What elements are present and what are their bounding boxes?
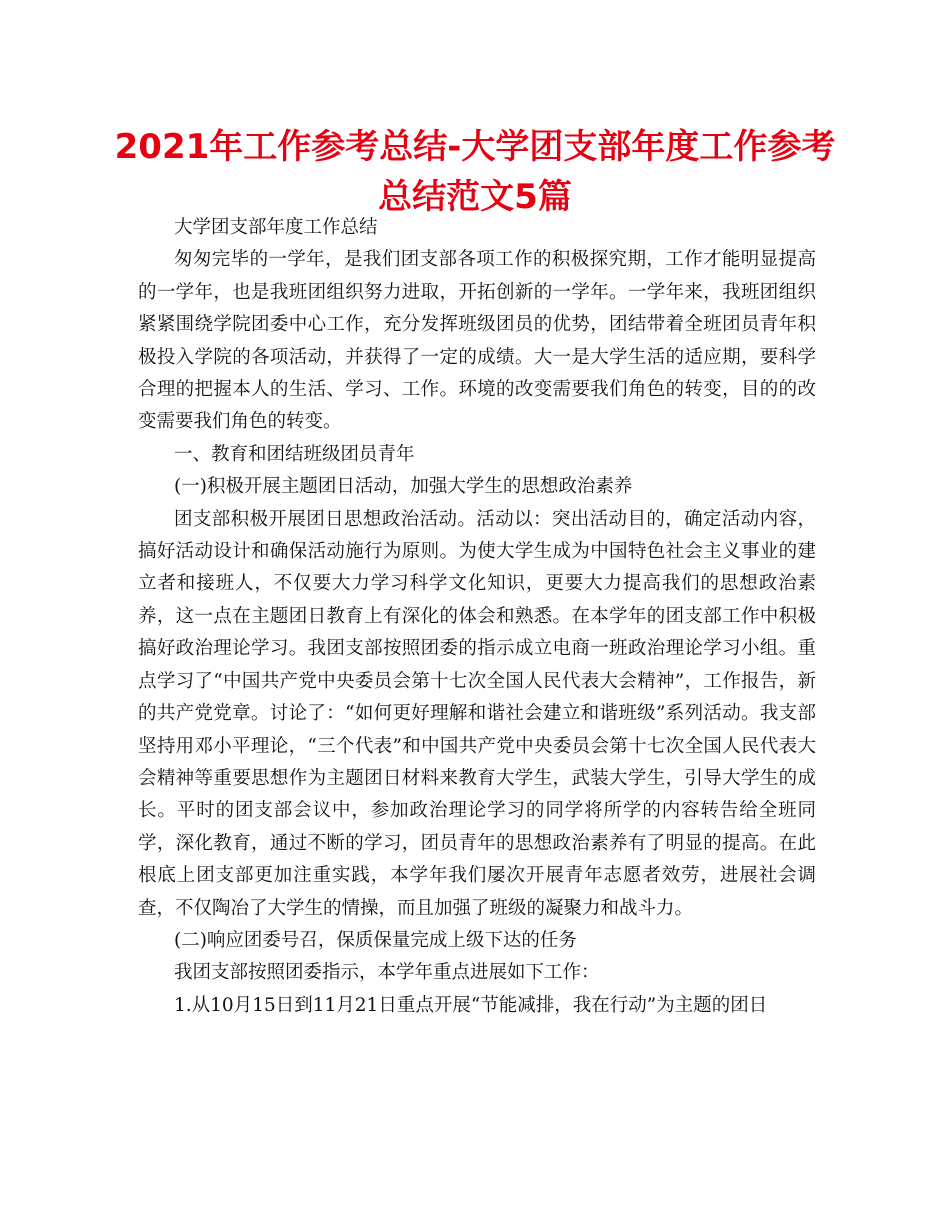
paragraph: 团支部积极开展团日思想政治活动。活动以：突出活动目的，确定活动内容，搞好活动设计和确保活动施行为原则。为使大学生成为中国特色社会主义事业的建立者和接班人，不仅要大力学习科学文化知识，更要大力提高我们的思想政治素养，这一点在主题团日教育上有深化的体会和熟悉。在本学年的团支部工作中积极搞好政治理论学习。我团支部按照团委的指示成立电商一班政治理论学习小组。重点学习了“中国共产党中央委员会第十七次全国人民代表大会精神”，工作报告，新的共产党党章。讨论了：“如何更好理解和谐社会建立和谐班级”系列活动。我支部坚持用邓小平理论，“三个代表”和中国共产党中央委员会第十七次全国人民代表大会精神等重要思想作为主题团日材料来教育大学生，武装大学生，引导大学生的成长。平时的团支部会议中，参加政治理论学习的同学将所学的内容转告给全班同学，深化教育，通过不断的学习，团员青年的思想政治素养有了明显的提高。在此根底上团支部更加注重实践，本学年我们屡次开展青年志愿者效劳，进展社会调查，不仅陶冶了大学生的情操，而且加强了班级的凝聚力和战斗力。 bbox=[138, 508, 816, 919]
document-title: 2021年工作参考总结-大学团支部年度工作参考总结范文5篇 bbox=[114, 127, 836, 217]
paragraph-subtitle: 大学团支部年度工作总结 bbox=[174, 217, 378, 238]
document-body bbox=[138, 212, 816, 1022]
paragraph: 匆匆完毕的一学年，是我们团支部各项工作的积极探究期，工作才能明显提高的一学年，也是我班团组织努力进取，开拓创新的一学年。一学年来，我班团组织紧紧围绕学院团委中心工作，充分发挥班级团员的优势，团结带着全班团员青年积极投入学院的各项活动，并获得了一定的成绩。大一是大学生活的适应期，要科学合理的把握本人的生活、学习、工作。环境的改变需要我们角色的转变，目的的改变需要我们角色的转变。 bbox=[138, 249, 816, 433]
paragraph: 我团支部按照团委指示，本学年重点进展如下工作： bbox=[174, 962, 600, 984]
subsection-heading: (二)响应团委号召，保质保量完成上级下达的任务 bbox=[174, 929, 577, 951]
section-heading: 一、教育和团结班级团员青年 bbox=[174, 443, 415, 465]
subsection-heading: (一)积极开展主题团日活动，加强大学生的思想政治素养 bbox=[174, 476, 633, 498]
list-item: 1.从10月15日到11月21日重点开展“节能减排，我在行动”为主题的团日 bbox=[174, 994, 768, 1016]
